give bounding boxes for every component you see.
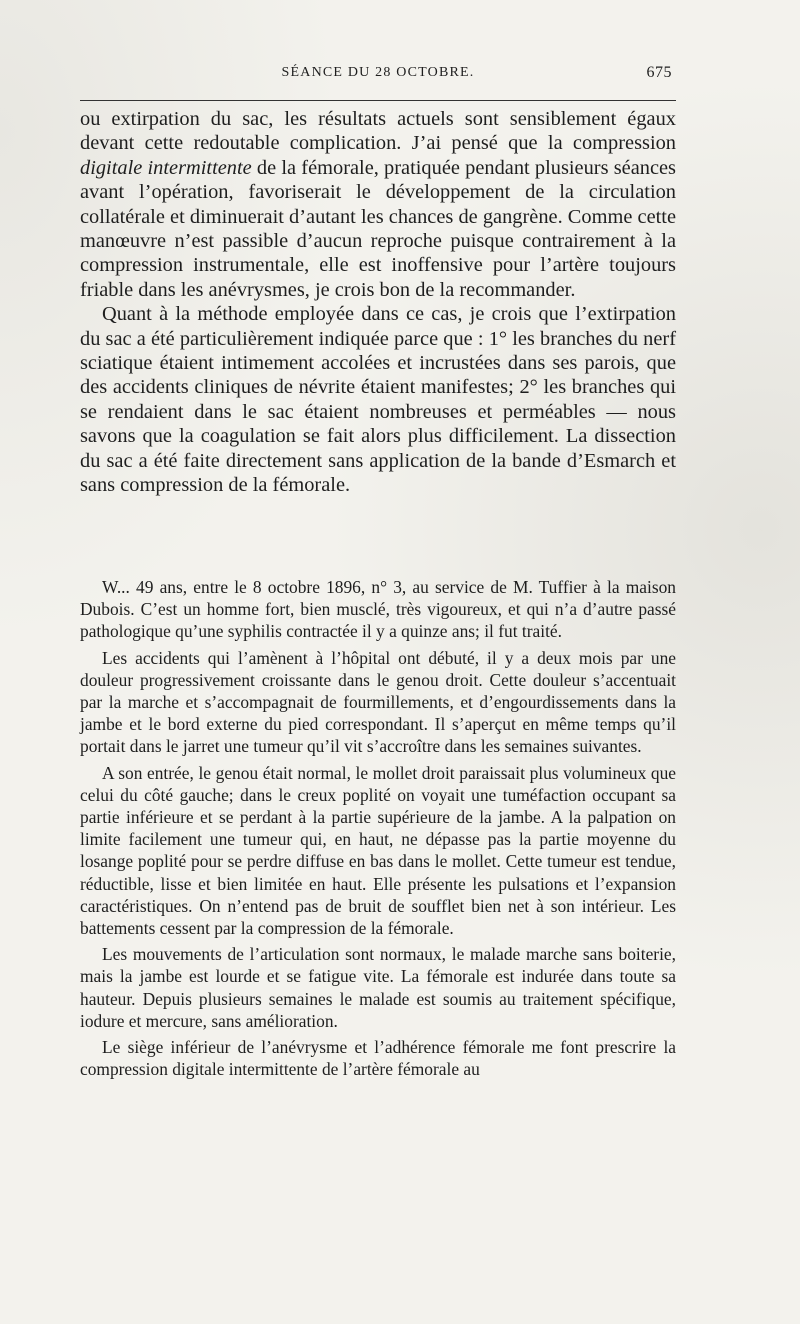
paragraph-method: Quant à la méthode employée dans ce cas, je crois que l’extirpation du sac a été particulièrement indiquée parce que : 1° les branches du nerf sciatique étaient intimement accolées et incrustées dans ses parois, que des accidents cliniques de névrite étaient manifestes; 2° les branches qui se rendaient dans le sac étaient nombreuses et perméables — nous savons que la coagulation se fait alors plus difficilement. La dissection du sac a été faite directement sans application de la bande d’Esmarch et sans compression de la fémorale. — [80, 303, 676, 497]
case-paragraph-movements: Les mouvements de l’articulation sont normaux, le malade marche sans boiterie, mais la jambe est lourde et se fatigue vite. La fémorale est indurée dans toute sa hauteur. Depuis plusieurs semaines le malade est soumis au traitement spécifique, iodure et mercure, sans amélioration. — [80, 944, 676, 1031]
running-head: SÉANCE DU 28 OCTOBRE. — [281, 65, 475, 80]
italic-term: digitale intermittente — [80, 156, 252, 179]
case-paragraph-symptoms: Les accidents qui l’amènent à l’hôpital ont débuté, il y a deux mois par une douleur progressivement croissante dans le genou droit. Cette douleur s’accentuait par la marche et s’accompagnait de fourmillements, et d’engourdissements dans la jambe et le bord externe du pied correspondant. Il s’aperçut en même temps qu’il portait dans le jarret une tumeur qu’il vit s’accroître dans les semaines suivantes. — [80, 647, 676, 757]
paragraph-text: ou extirpation du sac, les résultats actuels sont sensiblement égaux devant cette redoutable complication. J’ai pensé que la compression — [80, 108, 676, 155]
case-report — [80, 576, 676, 1080]
case-paragraph-treatment: Le siège inférieur de l’anévrysme et l’adhérence fémorale me font prescrire la compression digitale intermittente de l’artère fémorale au — [80, 1037, 676, 1080]
main-text — [80, 107, 676, 498]
page-number: 675 — [646, 64, 672, 81]
page-header — [80, 62, 676, 86]
paragraph-text: de la fémorale, pratiquée pendant plusieurs séances avant l’opération, favoriserait le développement de la circulation collatérale et diminuerait d’autant les chances de gangrène. Comme cette manœuvre n’est passible d’aucun reproche puisque contrairement à la compression instrumentale, elle est inoffensive pour l’artère toujours friable dans les anévrysmes, je crois bon de la recommander. — [80, 156, 676, 301]
header-rule — [80, 100, 676, 101]
paragraph-complication — [80, 107, 676, 302]
case-paragraph-examination: A son entrée, le genou était normal, le mollet droit paraissait plus volumineux que celui du côté gauche; dans le creux poplité on voyait une tuméfaction occupant sa partie inférieure et se perdant à la partie supérieure de la jambe. A la palpation on limite facilement une tumeur qui, en haut, ne dépasse pas la partie moyenne du losange poplité pour se perdre diffuse en bas dans le mollet. Cette tumeur est tendue, réductible, lisse et bien limitée en haut. Elle présente les pulsations et l’expansion caractéristiques. On n’entend pas de bruit de soufflet bien net à son intérieur. Les battements cessent par la compression de la fémorale. — [80, 762, 676, 939]
case-paragraph-patient: W... 49 ans, entre le 8 octobre 1896, n° 3, au service de M. Tuffier à la maison Dubois. C’est un homme fort, bien musclé, très vigoureux, et qui n’a d’autre passé pathologique qu’une syphilis contractée il y a quinze ans; il fut traité. — [80, 577, 676, 642]
